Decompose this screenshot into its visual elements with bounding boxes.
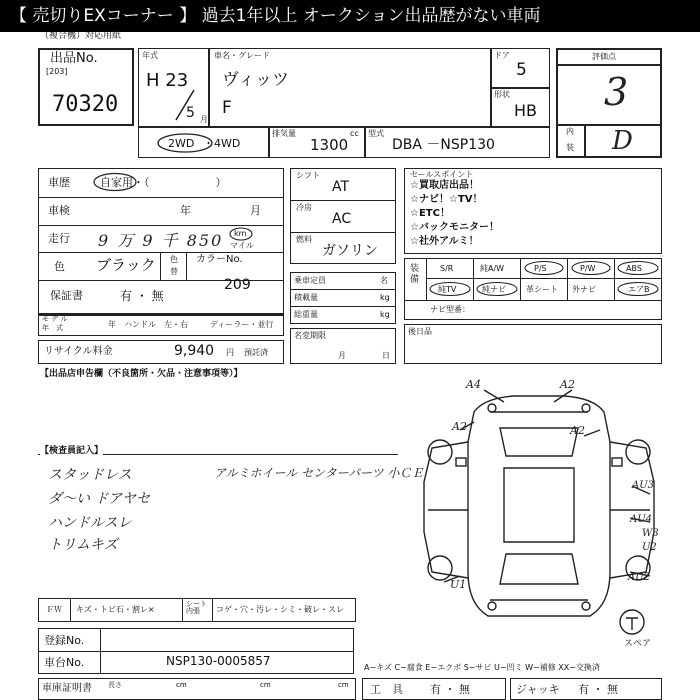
sales-point-2: ☆ナビ！☆TV！ xyxy=(410,194,483,205)
inspector-note: アルミホイール センターパーツ 小ＣＥ xyxy=(214,466,424,480)
mark-u1: U1 xyxy=(450,578,467,591)
inspection-month: 月 xyxy=(250,204,261,217)
mark-u2: U2 xyxy=(642,542,657,553)
color-no-label: カラーNo. xyxy=(196,254,243,265)
model-label: 車名・グレード xyxy=(214,51,270,60)
inspection-year: 年 xyxy=(180,204,191,217)
recycle-value: 9,940 xyxy=(174,343,215,359)
chassis-label: 車台No. xyxy=(44,656,85,669)
equip-pw: P/W xyxy=(580,264,596,273)
capacity-passengers: 乗車定員 xyxy=(294,276,326,285)
score-value: 3 xyxy=(604,70,629,114)
garage-cert-cm1: cm xyxy=(176,681,187,689)
color-no-value: 209 xyxy=(224,277,251,293)
tools-label: 工 具 xyxy=(370,683,403,696)
damage-scratch: キズ・トビ石・割レ× xyxy=(76,605,155,614)
notes-label: 後日品 xyxy=(408,327,432,336)
model-year-label-2: 年 式 xyxy=(42,324,63,332)
equip-aw: 純A/W xyxy=(480,264,505,273)
year-month: 5 xyxy=(186,105,195,121)
drive-2wd: 2WD xyxy=(168,137,195,150)
damage-legend: A−キズ C−腐食 E−エクボ S−サビ U−凹ミ W−補修 XX−交換済 xyxy=(364,663,600,672)
model-year-dealer: ディーラー・並行 xyxy=(210,320,274,329)
jack-label: ジャッキ xyxy=(516,683,560,696)
mileage-handwritten: 9 万 9 千 850 xyxy=(98,231,224,250)
doors-value: 5 xyxy=(516,60,527,80)
sales-point-5: ☆社外アルミ！ xyxy=(410,236,479,247)
mark-a2-top: A2 xyxy=(560,378,575,391)
tools-value: 有 ・ 無 xyxy=(430,683,470,696)
inspector-line-1: スタッドレス xyxy=(48,467,132,483)
mileage-unit-km: km xyxy=(234,229,247,238)
reg-expiry-day: 日 xyxy=(382,351,390,360)
interior-label-1: 内 xyxy=(566,127,574,136)
drive-4wd: 4WD xyxy=(214,137,241,150)
sales-point-1: ☆買取店出品！ xyxy=(410,180,479,191)
equip-airbag: エアB xyxy=(628,285,650,294)
mark-au3: AU3 xyxy=(632,480,655,491)
year-month-unit: 月 xyxy=(200,115,208,124)
mark-au2: AU2 xyxy=(628,572,651,583)
banner-title: 【 売切りEXコーナー 】 過去1年以上 オークション出品歴がない車両 xyxy=(0,0,700,32)
garage-cert-cm2: cm xyxy=(260,681,271,689)
recycle-deposit: 預託済 xyxy=(244,348,268,357)
recycle-label: リサイクル料金 xyxy=(44,346,113,357)
fuel-value: ガソリン xyxy=(322,243,378,259)
type-value: DBA －NSP130 xyxy=(392,137,495,153)
equip-sr: S/R xyxy=(440,264,454,273)
mark-au4: AU4 xyxy=(630,514,653,525)
equip-ps: P/S xyxy=(534,264,547,273)
color-value: ブラック xyxy=(96,256,156,274)
capacity-gross: 総重量 xyxy=(294,310,318,319)
equipment-label: 装備 xyxy=(410,264,420,285)
model-year-label-1: モ デ ル xyxy=(42,315,68,323)
ac-value: AC xyxy=(332,211,352,227)
score-label: 評価点 xyxy=(592,52,616,61)
lot-label: 出品No. xyxy=(50,51,98,66)
inspector-label: 【検査員記入】 xyxy=(40,446,104,456)
shift-value: AT xyxy=(332,179,350,195)
body-value: HB xyxy=(514,101,538,120)
lot-number: 70320 xyxy=(52,92,119,117)
mark-w3: W3 xyxy=(642,528,659,539)
equip-navi-model: ナビ型番： xyxy=(430,305,470,314)
color-change-2: 替 xyxy=(170,267,178,276)
car-damage-diagram xyxy=(404,372,694,640)
recycle-unit: 円 xyxy=(226,348,234,357)
shift-label: シフト xyxy=(296,171,320,180)
form-caption: （複合機）対応用紙 xyxy=(40,31,122,41)
garage-cert-label: 車庫証明書 xyxy=(42,683,92,694)
garage-cert-length: 長さ xyxy=(108,681,122,689)
model-year-handle: ハンドル 左・右 xyxy=(124,320,188,329)
sales-point-3: ☆ETC！ xyxy=(410,208,450,219)
mark-a4: A4 xyxy=(466,378,481,391)
reg-expiry-month: 月 xyxy=(338,351,346,360)
color-label: 色 xyxy=(54,260,65,273)
damage-fw: ＦＷ xyxy=(46,605,62,614)
inspection-label: 車検 xyxy=(48,204,70,217)
damage-burn: コゲ・穴・汚レ・シミ・破レ・スレ xyxy=(216,605,344,614)
warranty-value: 有 ・ 無 xyxy=(120,289,164,303)
interior-value: D xyxy=(612,126,633,156)
registration-label: 登録No. xyxy=(44,634,85,647)
capacity-load: 積載量 xyxy=(294,293,318,302)
mark-a2-left: A2 xyxy=(452,420,467,433)
damage-seat: シート 内張 xyxy=(186,600,207,615)
year-label: 年式 xyxy=(142,51,158,60)
displacement-value: 1300 xyxy=(310,136,349,154)
lot-tag: [203] xyxy=(46,67,68,76)
garage-cert-cm3: cm xyxy=(338,681,349,689)
displacement-unit: cc xyxy=(350,129,359,138)
capacity-passengers-unit: 名 xyxy=(380,276,388,285)
jack-value: 有 ・ 無 xyxy=(578,683,618,696)
doors-label: ドア xyxy=(494,51,510,60)
mileage-unit-mile: マイル xyxy=(230,241,254,250)
drive-sep: ・ xyxy=(203,137,214,150)
capacity-load-unit: kg xyxy=(380,293,390,302)
sales-points-label: セールスポイント xyxy=(410,170,474,179)
model-name: ヴィッツ xyxy=(222,70,289,90)
mileage-label: 走行 xyxy=(48,232,70,245)
sales-point-4: ☆バックモニター！ xyxy=(410,222,499,233)
color-change-1: 色 xyxy=(170,255,178,264)
chassis-value: NSP130-0005857 xyxy=(166,654,271,668)
history-label: 車歴 xyxy=(48,176,70,189)
equip-leather: 革シート xyxy=(526,285,558,294)
body-label: 形状 xyxy=(494,90,510,99)
displacement-label: 排気量 xyxy=(272,129,296,138)
capacity-gross-unit: kg xyxy=(380,310,390,319)
notes-box xyxy=(404,324,662,364)
mark-a2-right: A2 xyxy=(570,424,585,437)
inspector-line-2: ダ〜い ドアヤセ xyxy=(48,491,151,507)
type-label: 型式 xyxy=(368,129,384,138)
inspector-line-3: ハンドルスレ xyxy=(48,515,132,531)
ac-label: 冷房 xyxy=(296,203,312,212)
warranty-label: 保証書 xyxy=(50,289,83,302)
model-year-year: 年 xyxy=(108,320,116,329)
fuel-label: 燃料 xyxy=(296,235,312,244)
equip-abs: ABS xyxy=(626,264,642,273)
inspector-line-4: トリムキズ xyxy=(48,537,118,553)
model-grade: F xyxy=(222,98,232,118)
equip-tv: 純TV xyxy=(438,285,457,294)
equip-navi: 純ナビ xyxy=(482,285,506,294)
mark-spare: スペア xyxy=(624,639,652,649)
reg-expiry-label: 名変期限 xyxy=(294,331,326,340)
history-value: 自家用・（ ） xyxy=(100,176,227,189)
equip-ext-navi: 外ナビ xyxy=(572,285,596,294)
declaration-label: 【出品店申告欄（不良箇所・欠品・注意事項等）】 xyxy=(40,369,243,379)
year-era: H 23 xyxy=(146,70,189,91)
interior-label-2: 装 xyxy=(566,143,574,152)
